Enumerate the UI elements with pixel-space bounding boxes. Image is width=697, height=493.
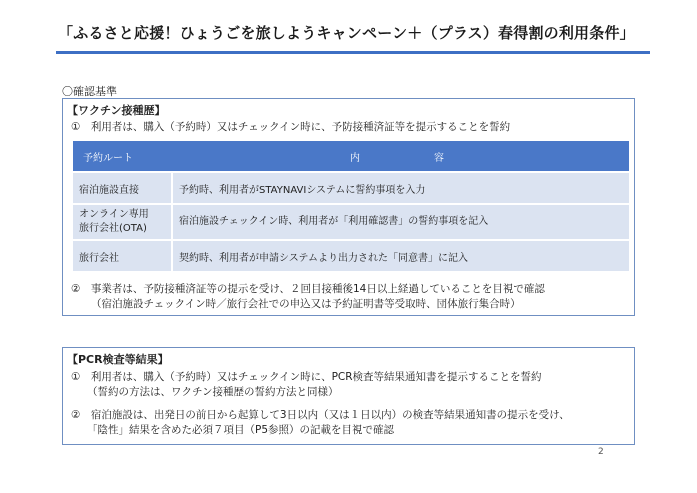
vaccine-item-1: ① 利用者は、購入（予約時）又はチェックイン時に、予防接種済証等を提示することを誓約 [71,121,511,133]
content-cell: 契約時、利用者が申請システムより出力された「同意書」に記入 [173,241,629,271]
pcr-item-1: ① 利用者は、購入（予約時）又はチェックイン時に、PCR検査等結果通知書を提示することを誓約 [71,371,542,383]
vaccine-heading: 【ワクチン接種歴】 [67,104,166,117]
reservation-route-table [73,139,629,273]
content-cell: 宿泊施設チェックイン時、利用者が「利用確認書」の誓約事項を記入 [173,205,629,239]
route-line-2: 旅行会社(OTA) [79,223,147,234]
pcr-heading: 【PCR検査等結果】 [67,353,169,366]
pcr-item-2-note: 「陰性」結果を含めた必須７項目（P5参照）の記載を目視で確認 [87,424,395,436]
section-label: 〇確認基準 [62,85,117,98]
route-line-1: オンライン専用 [79,209,149,220]
header-content: 内 容 [173,141,629,171]
page-title: 「ふるさと応援！ひょうごを旅しようキャンペーン＋（プラス）春得割の利用条件」 [58,24,635,42]
pcr-item-1-note: （誓約の方法は、ワクチン接種歴の誓約方法と同様） [87,386,339,398]
pcr-result-box [62,347,635,445]
vaccine-history-box [62,98,635,316]
route-cell: 旅行会社 [73,241,173,271]
title-underline [56,51,650,54]
table-header-row [73,141,629,171]
page-number: 2 [598,447,604,457]
table-row [73,173,629,203]
header-route: 予約ルート [73,141,173,171]
route-cell: 宿泊施設直接 [73,173,173,203]
table-row [73,205,629,239]
route-cell [73,205,173,239]
table-row [73,241,629,271]
vaccine-item-2-note: （宿泊施設チェックイン時／旅行会社での申込又は予約証明書等受取時、団体旅行集合時） [91,298,521,310]
vaccine-item-2: ② 事業者は、予防接種済証等の提示を受け、２回目接種後14日以上経過していることを目視で確認 [71,283,545,295]
pcr-item-2: ② 宿泊施設は、出発日の前日から起算して3日以内（又は１日以内）の検査等結果通知書の提示を受け、 [71,409,570,421]
content-cell: 予約時、利用者がSTAYNAVIシステムに誓約事項を入力 [173,173,629,203]
